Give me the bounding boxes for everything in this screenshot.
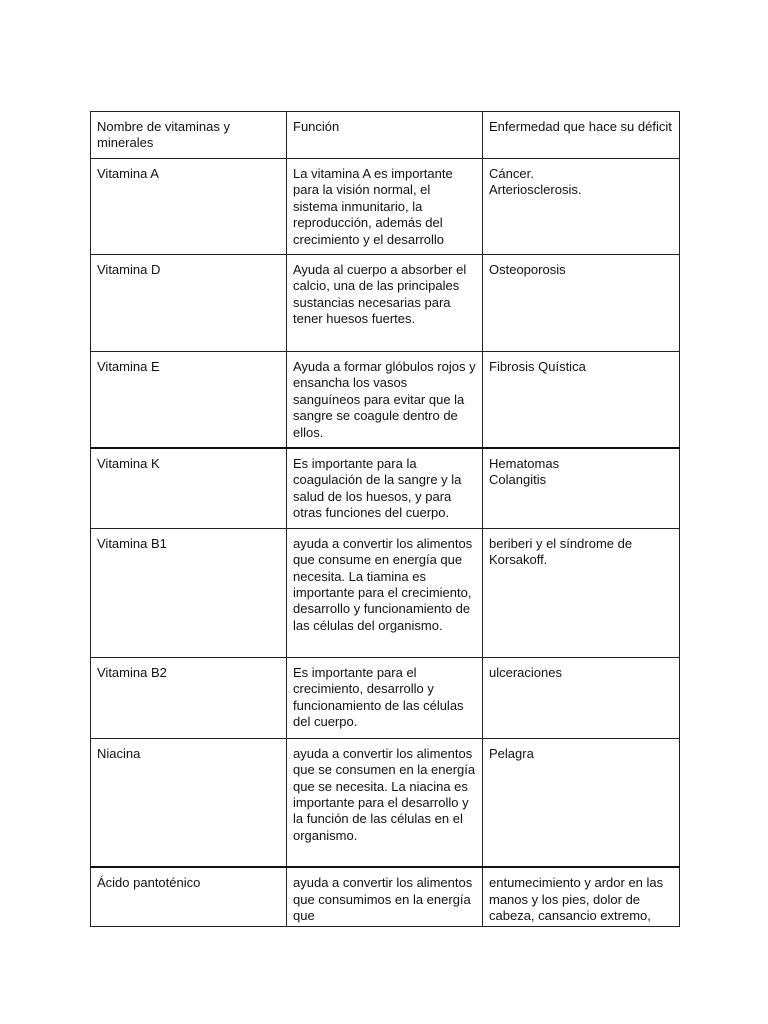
table-row	[91, 657, 680, 738]
table-row	[91, 255, 680, 352]
table-row	[91, 528, 680, 657]
row-name: Vitamina B2	[91, 657, 287, 738]
table-row	[91, 159, 680, 255]
row-function: Ayuda a formar glóbulos rojos y ensancha los vasos sanguíneos para evitar que la sangre se coagule dentro de ellos.	[287, 352, 483, 449]
row-name: Vitamina D	[91, 255, 287, 352]
row-disease: entumecimiento y ardor en las manos y los pies, dolor de cabeza, cansancio extremo,	[483, 867, 680, 927]
row-name: Vitamina B1	[91, 528, 287, 657]
row-disease: Cáncer. Arteriosclerosis.	[483, 159, 680, 255]
table-row	[91, 738, 680, 867]
table-header-row	[91, 112, 680, 159]
row-function: ayuda a convertir los alimentos que se consumen en la energía que se necesita. La niacina es importante para el desarrollo y la función de las células en el organismo.	[287, 738, 483, 867]
header-name: Nombre de vitaminas y minerales	[91, 112, 287, 159]
row-function: La vitamina A es importante para la visión normal, el sistema inmunitario, la reproducción, además del crecimiento y el desarrollo	[287, 159, 483, 255]
table-row	[91, 448, 680, 528]
row-function: Es importante para la coagulación de la sangre y la salud de los huesos, y para otras funciones del cuerpo.	[287, 448, 483, 528]
row-disease: Osteoporosis	[483, 255, 680, 352]
row-disease: ulceraciones	[483, 657, 680, 738]
row-name: Vitamina E	[91, 352, 287, 449]
row-name: Niacina	[91, 738, 287, 867]
header-function: Función	[287, 112, 483, 159]
row-disease: Fibrosis Quística	[483, 352, 680, 449]
row-name: Ácido pantoténico	[91, 867, 287, 927]
row-function: ayuda a convertir los alimentos que consumimos en la energía que	[287, 867, 483, 927]
row-disease: Hematomas Colangitis	[483, 448, 680, 528]
row-disease: Pelagra	[483, 738, 680, 867]
header-disease: Enfermedad que hace su déficit	[483, 112, 680, 159]
table-row	[91, 352, 680, 449]
row-name: Vitamina K	[91, 448, 287, 528]
row-name: Vitamina A	[91, 159, 287, 255]
row-function: Es importante para el crecimiento, desarrollo y funcionamiento de las células del cuerpo.	[287, 657, 483, 738]
table-row	[91, 867, 680, 927]
row-function: Ayuda al cuerpo a absorber el calcio, una de las principales sustancias necesarias para tener huesos fuertes.	[287, 255, 483, 352]
row-function: ayuda a convertir los alimentos que consume en energía que necesita. La tiamina es importante para el crecimiento, desarrollo y funcionamiento de las células del organismo.	[287, 528, 483, 657]
row-disease: beriberi y el síndrome de Korsakoff.	[483, 528, 680, 657]
vitamins-table	[90, 111, 680, 927]
